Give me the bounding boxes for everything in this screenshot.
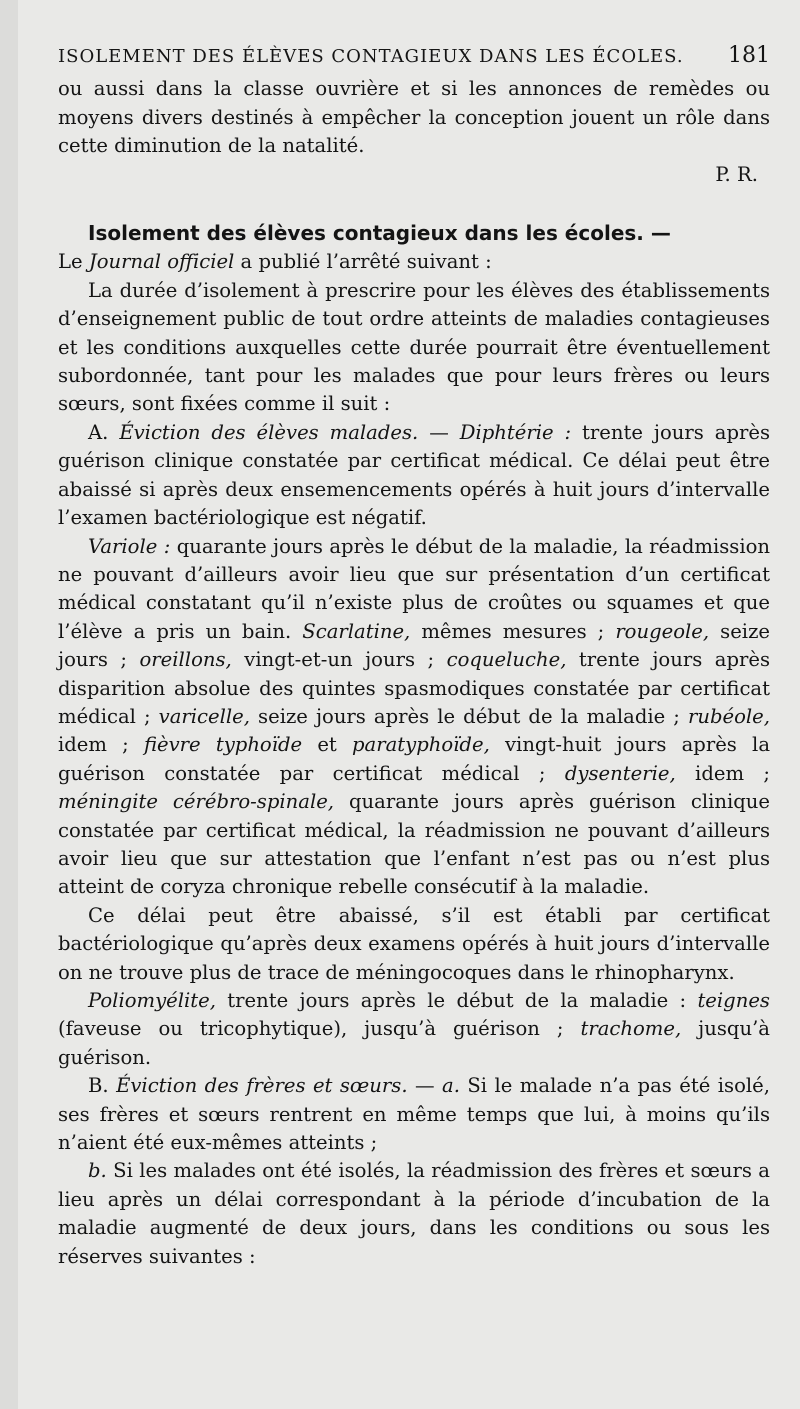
disease-scarlatine: Scarlatine, xyxy=(302,619,411,643)
text-run: Si les malades ont été isolés, la réadmission des frères et sœurs a lieu après un délai correspondant à la période d’incubation de la maladie augmenté de deux jours, dans les conditions ou sous les réserves suivantes : xyxy=(58,1159,770,1268)
page-content xyxy=(58,42,770,1271)
paragraph-poliomyelite xyxy=(58,987,770,1072)
paragraph-eviction-malades xyxy=(58,419,770,533)
text-run: quarante jours après le début de la maladie, la réadmission ne pouvant d’ailleurs avoir lieu que sur présentation d’un certificat médical constatant qu’il n’existe plus de croûtes ou squames et que l’élève a pris un bain. xyxy=(58,534,771,643)
intro-paragraph: ou aussi dans la classe ouvrière et si les annonces de remèdes ou moyens divers destinés à empêcher la conception jouent un rôle dans cette diminution de la natalité. xyxy=(58,77,770,158)
disease-poliomyelite: Poliomyélite, xyxy=(88,989,216,1012)
disease-dysenterie: dysenterie, xyxy=(564,761,676,785)
section-title-b: Éviction des frères et sœurs. xyxy=(116,1074,408,1098)
text-run: quarante jours après guérison clinique constatée par certificat médical, la réadmission ne pouvant d’ailleurs avoir lieu que sur attestation que l’enfant n’est pas ou n’est plus atteint de coryza chronique rebelle consécutif à la maladie. xyxy=(58,790,770,899)
text-run: jusqu’à guérison. xyxy=(58,1017,770,1069)
text-run: seize jours après le début de la maladie ; xyxy=(249,704,688,728)
running-header xyxy=(58,42,770,71)
disease-meningite: méningite cérébro-spinale, xyxy=(58,790,335,814)
text-run: Le xyxy=(58,250,89,274)
disease-rubeole: rubéole, xyxy=(687,704,770,728)
journal-name: Journal officiel xyxy=(88,250,235,274)
page-number: 181 xyxy=(728,43,770,68)
disease-trachome: trachome, xyxy=(580,1017,682,1041)
text-run: vingt-huit jours après la guérison constatée par certificat médical ; xyxy=(58,733,770,785)
text-run: vingt-et-un jours ; xyxy=(231,648,447,672)
text-run: mêmes mesures ; xyxy=(410,619,616,643)
text-run: — xyxy=(418,420,460,444)
text-run: Si le malade n’a pas été isolé, ses frères et sœurs rentrent en même temps que lui, à moins qu’ils n’aient été eux-mêmes atteints ; xyxy=(58,1074,770,1155)
disease-rougeole: rougeole, xyxy=(615,619,710,643)
disease-varicelle: varicelle, xyxy=(158,704,250,728)
article-heading: Isolement des élèves contagieux dans les écoles. xyxy=(88,221,644,246)
article-heading-line xyxy=(58,219,770,248)
section-title-a: Éviction des élèves malades. xyxy=(119,420,419,444)
text-run: (faveuse ou tricophytique), jusqu’à guérison ; xyxy=(58,1017,581,1041)
text-run: — xyxy=(407,1074,443,1098)
paragraph-diseases xyxy=(58,533,770,902)
publication-line xyxy=(58,248,770,276)
paragraph-delai: Ce délai peut être abaissé, s’il est établi par certificat bactériologique qu’après deux examens opérés à huit jours d’intervalle on ne trouve plus de trace de méningocoques dans le rhinopharynx. xyxy=(58,903,770,984)
text-run: trente jours après disparition absolue des quintes spasmodiques constatée par certificat médical ; xyxy=(58,648,770,728)
text-run: idem ; xyxy=(675,761,770,785)
text-run: idem ; xyxy=(58,733,144,757)
paragraph-isoles xyxy=(58,1157,770,1271)
disease-diphterie: Diphtérie : xyxy=(459,420,572,444)
text-run: seize jours ; xyxy=(58,619,770,672)
text-run: trente jours après le début de la maladie : xyxy=(216,989,698,1012)
text-run: trente jours après guérison clinique constatée par certificat médical. Ce délai peut être abaissé si après deux ensemencements opérés à huit jours d’intervalle l’examen bactériologique est négatif. xyxy=(58,420,770,530)
paragraph-scope: La durée d’isolement à prescrire pour les élèves des établissements d’enseignement public de tout ordre atteints de maladies contagieuses et les conditions auxquelles cette durée pourrait être éventuellement subordonnée, tant pour les malades que pour leurs frères ou leurs sœurs, sont fixées comme il suit : xyxy=(58,278,770,416)
disease-teignes: teignes xyxy=(697,989,770,1012)
item-letter-a: a. xyxy=(442,1074,460,1098)
text-run: a publié l’arrêté suivant : xyxy=(234,250,492,274)
disease-fievre-typhoide: fièvre typhoïde xyxy=(143,733,303,757)
disease-variole: Variole : xyxy=(88,534,171,558)
disease-oreillons: oreillons, xyxy=(139,648,232,672)
text-run: A. xyxy=(88,420,120,444)
text-run: et xyxy=(302,733,352,757)
heading-dash: — xyxy=(643,221,671,246)
book-page xyxy=(18,0,800,1409)
text-run: B. xyxy=(88,1074,117,1098)
item-letter-b: b. xyxy=(88,1159,107,1183)
author-signature: P. R. xyxy=(715,162,758,186)
paragraph-eviction-freres xyxy=(58,1072,770,1157)
disease-paratyphoide: paratyphoïde, xyxy=(351,733,490,757)
running-title: ISOLEMENT DES ÉLÈVES CONTAGIEUX DANS LES ÉCOLES. xyxy=(58,46,684,67)
disease-coqueluche: coqueluche, xyxy=(446,648,567,672)
